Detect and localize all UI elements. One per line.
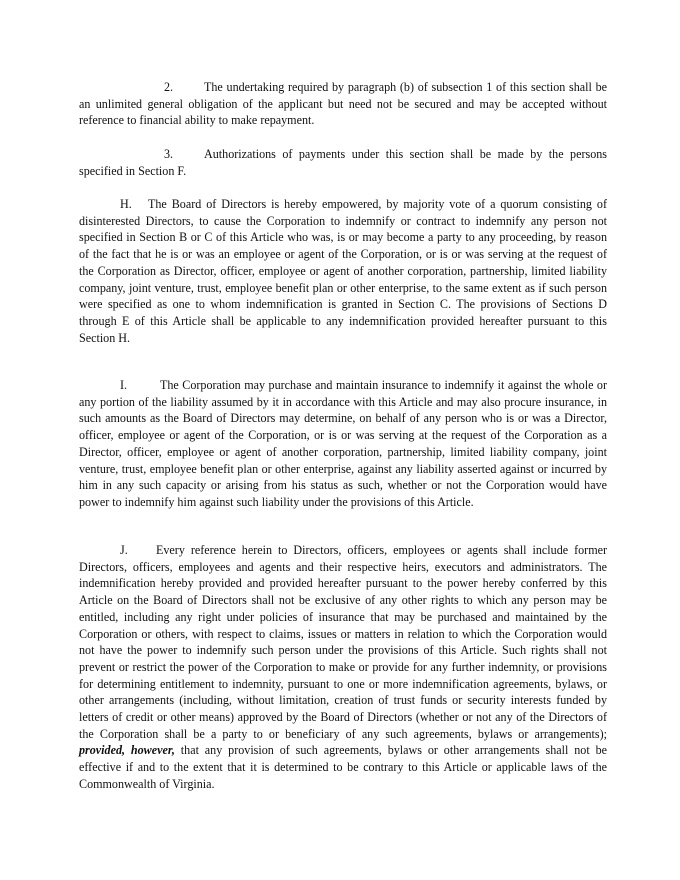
section-marker: H. bbox=[120, 197, 132, 211]
section-j-paragraph bbox=[79, 542, 607, 793]
paragraph-text-after: that any provision of such agreements, bylaws or other arrangements shall not be effective if and to the extent that it is determined to be contrary to this Article or applicable laws of the Commonwealth of Virginia. bbox=[79, 743, 607, 791]
paragraph-text-before: Every reference herein to Directors, officers, employees or agents shall include former Directors, officers, employees and agents and their respective heirs, executors and administrators. The indemnification hereby provided and provided hereafter pursuant to the power hereby conferred by this Article on the Board of Directors shall not be exclusive of any other rights to which any person may be entitled, including any right under policies of insurance that may be purchased and maintained by the Corporation or others, with respect to claims, issues or matters in relation to which the Corporation would not have the power to indemnify such person under the provisions of this Article. Such rights shall not prevent or restrict the power of the Corporation to make or provide for any further indemnity, or provisions for determining entitlement to indemnity, pursuant to one or more indemnification agreements, bylaws, or other arrangements (including, without limitation, creation of trust funds or security interests funded by letters of credit or other means) approved by the Board of Directors (whether or not any of the Directors of the Corporation shall be a party to or beneficiary of any such agreements, bylaws or arrangements); bbox=[79, 543, 607, 741]
section-i-paragraph bbox=[79, 377, 607, 511]
section-marker: J. bbox=[120, 543, 128, 557]
paragraph-text: Authorizations of payments under this section shall be made by the persons specified in Section F. bbox=[79, 147, 607, 178]
paragraph-marker: 3. bbox=[164, 147, 174, 161]
paragraph-text: The Board of Directors is hereby empowered, by majority vote of a quorum consisting of disinterested Directors, to cause the Corporation to indemnify or contract to indemnify any person not specified in Section B or C of this Article who was, is or may become a party to any proceeding, by reason of the fact that he is or was an employee or agent of the Corporation, or is or was serving at the request of the Corporation as Director, officer, employee or agent of another corporation, partnership, limited liability company, joint venture, trust, employee benefit plan or other enterprise, to the same extent as if such person were specified as one to whom indemnification is granted in Section C. The provisions of Sections D through E of this Article shall be applicable to any indemnification provided hereafter pursuant to this Section H. bbox=[79, 197, 607, 345]
paragraph-2 bbox=[79, 79, 607, 129]
paragraph-marker: 2. bbox=[164, 80, 174, 94]
section-marker: I. bbox=[120, 378, 128, 392]
section-h-paragraph bbox=[79, 196, 607, 346]
paragraph-text: The undertaking required by paragraph (b) of subsection 1 of this section shall be an unlimited general obligation of the applicant but need not be secured and may be accepted without reference to financial ability to make repayment. bbox=[79, 80, 607, 128]
proviso-emphasis: provided, however, bbox=[79, 743, 175, 758]
paragraph-text: The Corporation may purchase and maintain insurance to indemnify it against the whole or any portion of the liability assumed by it in accordance with this Article and may also procure insurance, in such amounts as the Board of Directors may determine, on behalf of any person who is or was a Director, officer, employee or agent of the Corporation, or is or was serving at the request of the Corporation as a Director, officer, employee or agent of another corporation, partnership, limited liability company, joint venture, trust, employee benefit plan or other enterprise, against any liability asserted against or incurred by him in any such capacity or arising from his status as such, whether or not the Corporation would have power to indemnify him against such liability under the provisions of this Article. bbox=[79, 378, 607, 509]
paragraph-3 bbox=[79, 146, 607, 179]
